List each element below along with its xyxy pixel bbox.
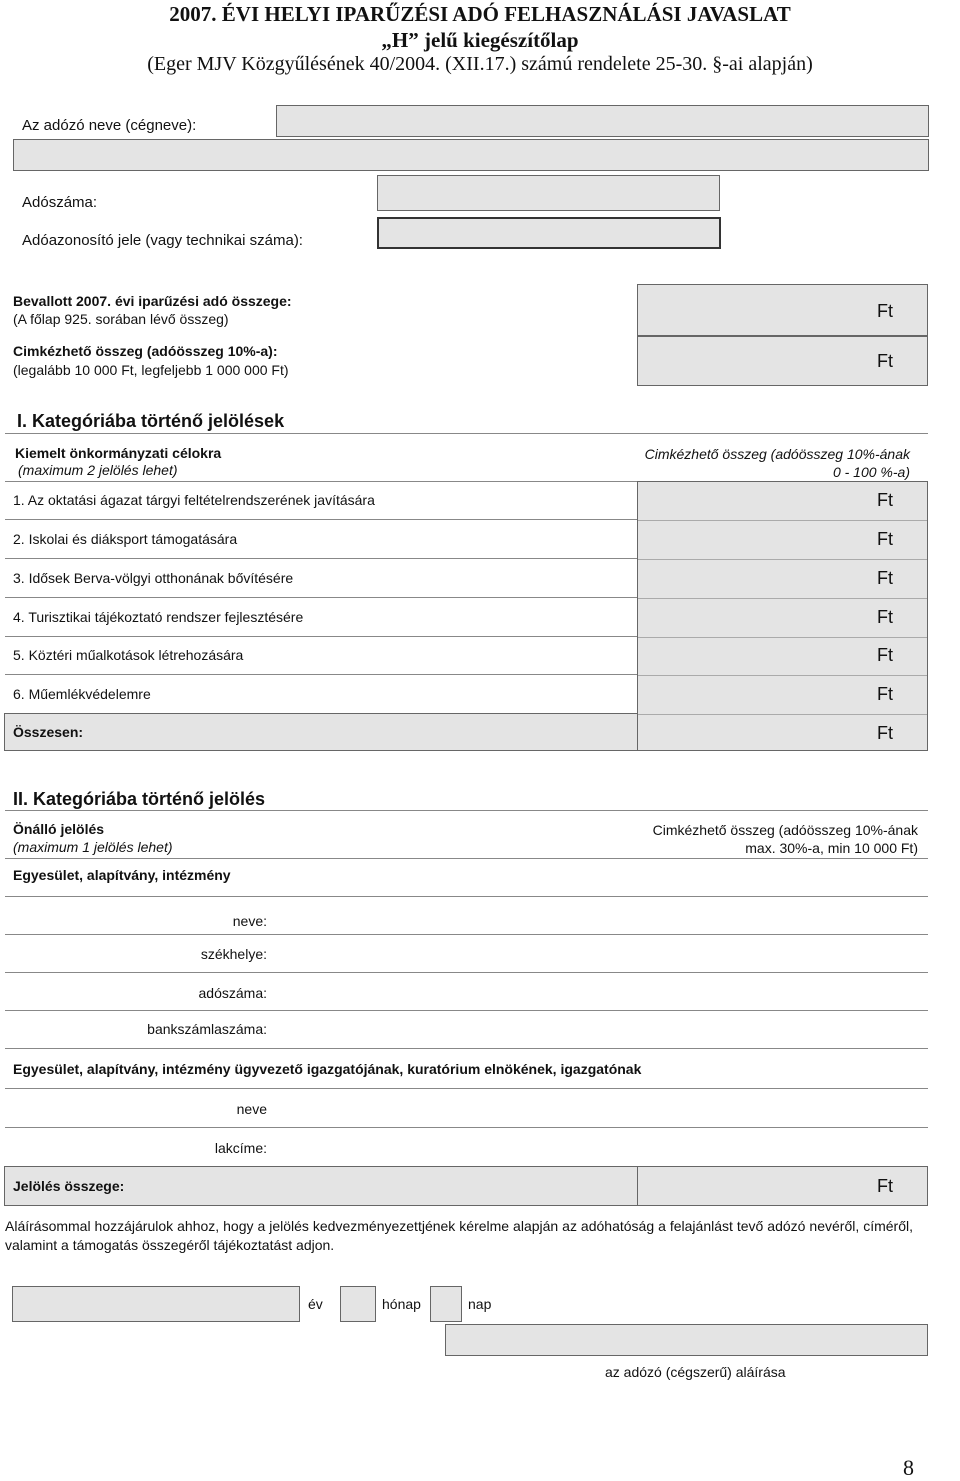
taxpayer-name-field[interactable] [276,105,929,137]
form-subtitle: „H” jelű kiegészítőlap [381,28,579,52]
section1-item-6: 6. Műemlékvédelemre [13,686,151,702]
declared-tax-label: Bevallott 2007. évi iparűzési adó összege: [13,293,292,309]
org-bank-account-label: bankszámlaszáma: [147,1021,267,1037]
tax-id-field[interactable] [377,217,721,249]
section1-right-heading: Cimkézhető összeg (adóösszeg 10%-ának [644,446,910,462]
head-fields-inputs[interactable] [278,1089,928,1165]
day-field[interactable] [430,1286,462,1322]
section2-left-heading: Önálló jelölés [13,821,105,837]
currency-unit: Ft [877,684,893,704]
nomination-total-field[interactable] [637,1166,928,1206]
currency-unit: Ft [877,607,893,627]
form-title: 2007. ÉVI HELYI IPARŰZÉSI ADÓ FELHASZNÁLÁSI JAVASLAT [169,2,791,26]
year-label: év [308,1296,323,1312]
head-name-label: neve [236,1101,267,1117]
tax-id-label: Adóazonosító jele (vagy technikai száma): [22,232,303,249]
currency-unit: Ft [877,301,893,321]
section2-right-subheading: max. 30%-a, min 10 000 Ft) [745,840,918,856]
org-seat-label: székhelye: [200,946,267,962]
assignable-amount-field[interactable] [637,336,928,386]
day-label: nap [468,1296,492,1312]
section1-left-subheading: (maximum 2 jelölés lehet) [18,462,178,478]
currency-unit: Ft [877,645,893,665]
org-fields-inputs[interactable] [278,897,928,1048]
assignable-amount-label: Cimkézhető összeg (adóösszeg 10%-a): [13,343,278,359]
section1-item-5: 5. Köztéri műalkotások létrehozására [13,647,244,663]
section1-item-3: 3. Idősek Berva-völgyi otthonának bővítésére [13,570,294,586]
consent-text: Aláírásommal hozzájárulok ahhoz, hogy a jelölés kedvezményezettjének kérelme alapján az adóhatóság a felajánlást tevő adózó nevéről, címéről, valamint a támogatás összegéről tájékoztatást adjon. [5,1218,913,1253]
signature-field[interactable] [445,1324,928,1356]
decree-reference: (Eger MJV Közgyűlésének 40/2004. (XII.17.) számú rendelete 25-30. §-ai alapján) [147,53,813,75]
org-name-label: neve: [232,913,267,929]
taxpayer-name-label: Az adózó neve (cégneve): [22,117,197,134]
divider [5,810,928,811]
month-field[interactable] [340,1286,376,1322]
section1-title: I. Kategóriába történő jelölések [17,411,285,431]
section2-title: II. Kategóriába történő jelölés [13,789,266,809]
divider [5,433,928,434]
currency-unit: Ft [877,723,893,743]
signature-label: az adózó (cégszerű) aláírása [605,1364,786,1380]
section1-right-subheading: 0 - 100 %-a) [832,464,910,480]
section1-total-label: Összesen: [13,724,84,740]
section1-amount-column[interactable] [637,481,928,751]
section2-right-heading: Cimkézhető összeg (adóösszeg 10%-ának [652,822,918,838]
nomination-total-label: Jelölés összege: [13,1178,125,1194]
currency-unit: Ft [877,351,893,371]
currency-unit: Ft [877,529,893,549]
month-label: hónap [382,1296,421,1312]
currency-unit: Ft [877,490,893,510]
section1-left-heading: Kiemelt önkormányzati célokra [15,445,222,461]
org-tax-number-label: adószáma: [198,985,267,1001]
section1-total-row [4,713,638,751]
section1-item-1: 1. Az oktatási ágazat tárgyi feltételrendszerének javítására [13,492,375,508]
declared-tax-sublabel: (A főlap 925. sorában lévő összeg) [13,311,229,327]
section1-item-2: 2. Iskolai és diáksport támogatására [13,531,238,547]
place-date-field[interactable] [12,1286,300,1322]
org-head-label: Egyesület, alapítvány, intézmény ügyvezető igazgatójának, kuratórium elnökének, igazgatónak [13,1061,642,1077]
page-number: 8 [903,1455,914,1480]
head-address-label: lakcíme: [214,1140,267,1156]
taxpayer-name-field-line2[interactable] [13,139,929,171]
currency-unit: Ft [877,568,893,588]
tax-number-field[interactable] [377,175,720,211]
tax-number-label: Adószáma: [22,194,98,211]
section2-left-subheading: (maximum 1 jelölés lehet) [13,839,173,855]
declared-tax-field[interactable] [637,284,928,336]
section1-item-4: 4. Turisztikai tájékoztató rendszer fejlesztésére [13,609,304,625]
assignable-amount-sublabel: (legalább 10 000 Ft, legfeljebb 1 000 000 Ft) [13,362,289,378]
currency-unit: Ft [877,1176,893,1196]
nomination-total-row [4,1166,638,1206]
org-section-label: Egyesület, alapítvány, intézmény [13,867,231,883]
